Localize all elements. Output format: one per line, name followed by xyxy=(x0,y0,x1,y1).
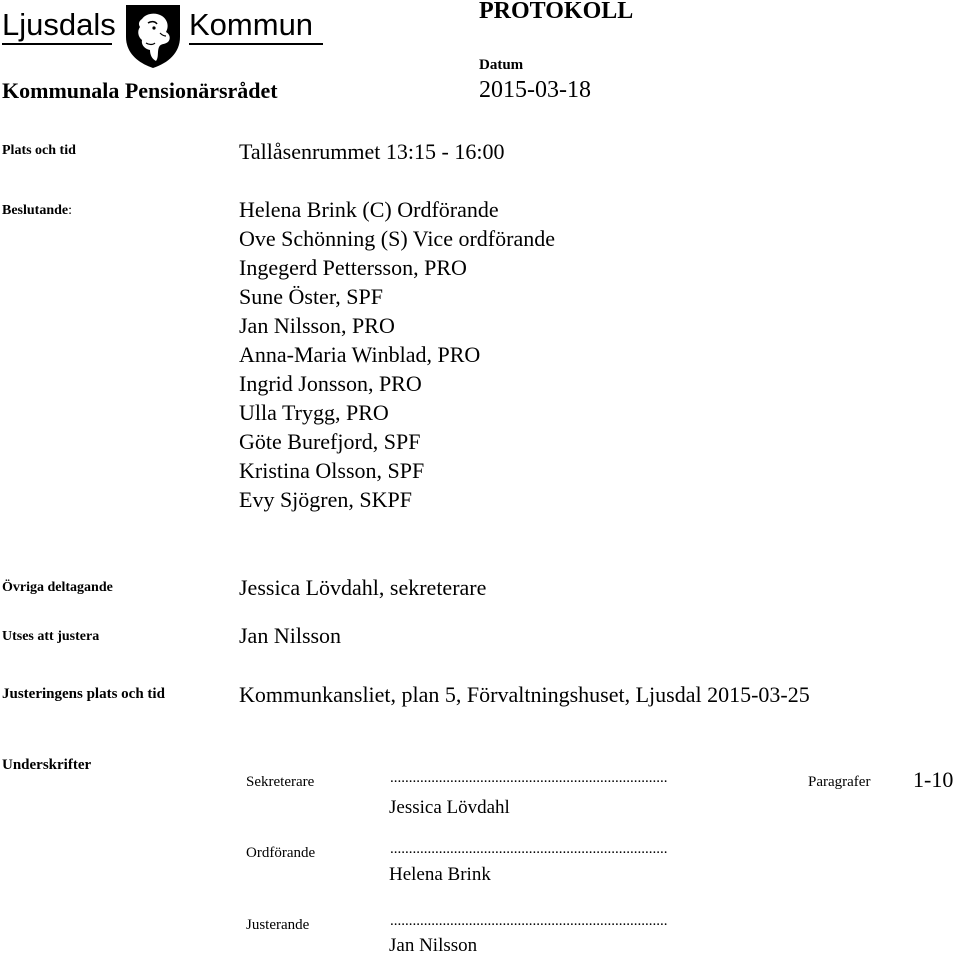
logo-underline-right xyxy=(189,43,323,45)
logo-text-left: Ljusdals xyxy=(2,7,116,42)
place-label: Plats och tid xyxy=(2,143,76,158)
adjuster-signature-line: .......................................................................... xyxy=(390,913,668,929)
paragraphs-value: 1-10 xyxy=(913,767,954,792)
date-value: 2015-03-18 xyxy=(479,77,591,103)
member-item: Jan Nilsson, PRO xyxy=(239,313,395,338)
secretary-name: Jessica Lövdahl xyxy=(389,797,510,818)
date-label: Datum xyxy=(479,57,524,73)
member-item: Evy Sjögren, SKPF xyxy=(239,487,412,512)
place-value: Tallåsenrummet 13:15 - 16:00 xyxy=(239,139,505,164)
chair-name: Helena Brink xyxy=(389,864,491,885)
member-item: Ingegerd Pettersson, PRO xyxy=(239,255,467,280)
adjuster-name: Jan Nilsson xyxy=(389,935,478,956)
member-item: Kristina Olsson, SPF xyxy=(239,458,425,483)
document-type: PROTOKOLL xyxy=(479,0,634,24)
others-label: Övriga deltagande xyxy=(2,580,113,595)
adjust-place-value: Kommunkansliet, plan 5, Förvaltningshuset, Ljusdal 2015-03-25 xyxy=(239,682,810,707)
members-list xyxy=(239,195,555,514)
secretary-label: Sekreterare xyxy=(246,774,315,790)
member-item: Anna-Maria Winblad, PRO xyxy=(239,342,481,367)
member-item: Ove Schönning (S) Vice ordförande xyxy=(239,226,555,251)
member-item: Ingrid Jonsson, PRO xyxy=(239,371,422,396)
member-item: Ulla Trygg, PRO xyxy=(239,400,389,425)
logo-underline-left xyxy=(2,43,112,45)
chair-label: Ordförande xyxy=(246,845,316,861)
paragraphs-label: Paragrafer xyxy=(808,774,871,790)
decisive-label: Beslutande: xyxy=(2,203,73,218)
signatures-label: Underskrifter xyxy=(2,757,92,773)
chair-signature-line: .......................................................................... xyxy=(390,841,668,857)
member-item: Göte Burefjord, SPF xyxy=(239,429,421,454)
member-item: Sune Öster, SPF xyxy=(239,284,383,309)
logo-text-right: Kommun xyxy=(189,7,314,42)
others-value: Jessica Lövdahl, sekreterare xyxy=(239,575,487,600)
adjust-place-label: Justeringens plats och tid xyxy=(2,686,165,702)
adjuster-label: Utses att justera xyxy=(2,629,100,644)
secretary-signature-line: .......................................................................... xyxy=(390,770,668,786)
coat-of-arms-icon xyxy=(124,3,182,69)
adjuster-signature-label: Justerande xyxy=(246,917,310,933)
member-item: Helena Brink (C) Ordförande xyxy=(239,197,499,222)
organization-name: Kommunala Pensionärsrådet xyxy=(2,78,278,103)
adjuster-value: Jan Nilsson xyxy=(239,623,342,648)
